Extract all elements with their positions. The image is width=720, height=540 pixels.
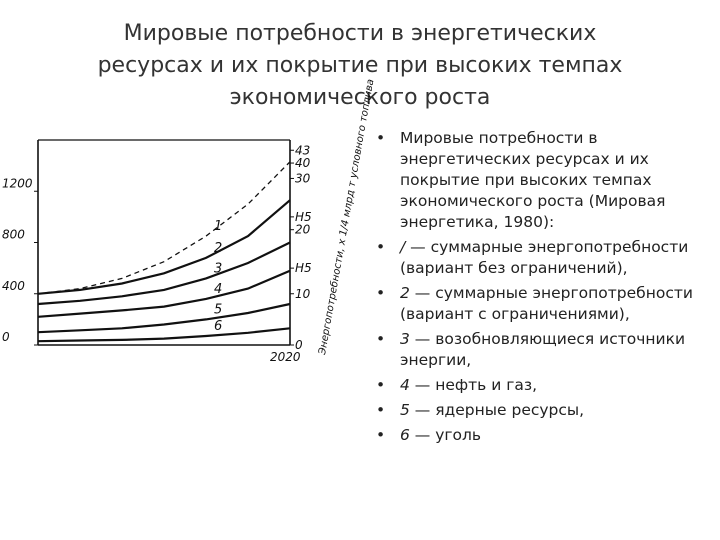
title-line-1: Мировые потребности в энергетических <box>123 21 597 46</box>
y-tick-label-right: 43 <box>295 143 311 158</box>
bullet-dot: • <box>376 284 386 302</box>
y-tick-label-right: H5 <box>295 261 312 276</box>
bullet-text: — суммарные энергопотребности (вариант без ограничений), <box>400 238 689 277</box>
y-tick-label-right: 0 <box>295 338 303 352</box>
bullet-dot: • <box>376 238 386 256</box>
bullet-item <box>370 237 700 279</box>
bullet-text: — ядерные ресурсы, <box>409 401 585 419</box>
bullet-num: 6 <box>400 426 410 444</box>
bullet-list <box>370 128 700 450</box>
bullet-dot: • <box>376 401 386 419</box>
series-label-3: 3 <box>214 261 223 277</box>
bullet-num: 3 <box>400 330 410 348</box>
bullet-item <box>370 375 700 396</box>
y-tick-label-left: 800 <box>2 227 25 242</box>
bullet-dot: • <box>376 376 386 394</box>
bullet-item <box>370 329 700 371</box>
title-line-3: экономического роста <box>229 85 491 110</box>
y-axis-title-right: Энергопотребности, х 1/4 млрд т условного топлива <box>317 78 377 356</box>
bullet-item <box>370 400 700 421</box>
bullet-item <box>370 425 700 446</box>
bullet-num: 2 <box>400 284 410 302</box>
bullet-text: — нефть и газ, <box>409 376 538 394</box>
y-tick-label-left: 400 <box>2 278 25 293</box>
y-tick-label-right: 30 <box>295 171 311 186</box>
y-tick-label-right: 20 <box>295 222 311 237</box>
title-line-2: ресурсах и их покрытие при высоких темпах <box>97 53 623 78</box>
bullet-num: 4 <box>400 376 410 394</box>
series-label-2: 2 <box>214 240 223 256</box>
bullet-num: / <box>400 238 406 256</box>
series-label-5: 5 <box>214 302 223 318</box>
bullet-text: — суммарные энергопотребности (вариант с ограничениями), <box>400 284 693 323</box>
bullet-dot: • <box>376 129 386 147</box>
y-tick-label-left: 0 <box>2 330 10 344</box>
series-line-5 <box>38 304 290 335</box>
bullet-item <box>370 128 700 233</box>
bullet-item <box>370 283 700 325</box>
series-line-2 <box>38 200 290 294</box>
bullet-text: Мировые потребности в энергетических ресурсах и их покрытие при высоких темпах экономического роста (Мировая энергетика, 1980): <box>400 129 666 231</box>
series-line-4 <box>38 271 290 317</box>
slide-title <box>40 18 680 114</box>
bullet-num: 5 <box>400 401 410 419</box>
x-tick-label: 2020 <box>270 350 301 364</box>
y-tick-label-right: H5 <box>295 209 312 224</box>
bullet-dot: • <box>376 330 386 348</box>
bullet-text: — уголь <box>409 426 482 444</box>
bullet-text: — возобновляющиеся источники энергии, <box>400 330 686 369</box>
series-label-6: 6 <box>214 319 223 335</box>
bullet-dot: • <box>376 426 386 444</box>
series-label-1: 1 <box>214 219 223 235</box>
y-tick-label-right: 10 <box>295 286 311 301</box>
y-tick-label-left: 1200 <box>2 176 33 191</box>
series-label-4: 4 <box>214 281 223 297</box>
y-tick-label-right: 40 <box>295 156 311 171</box>
